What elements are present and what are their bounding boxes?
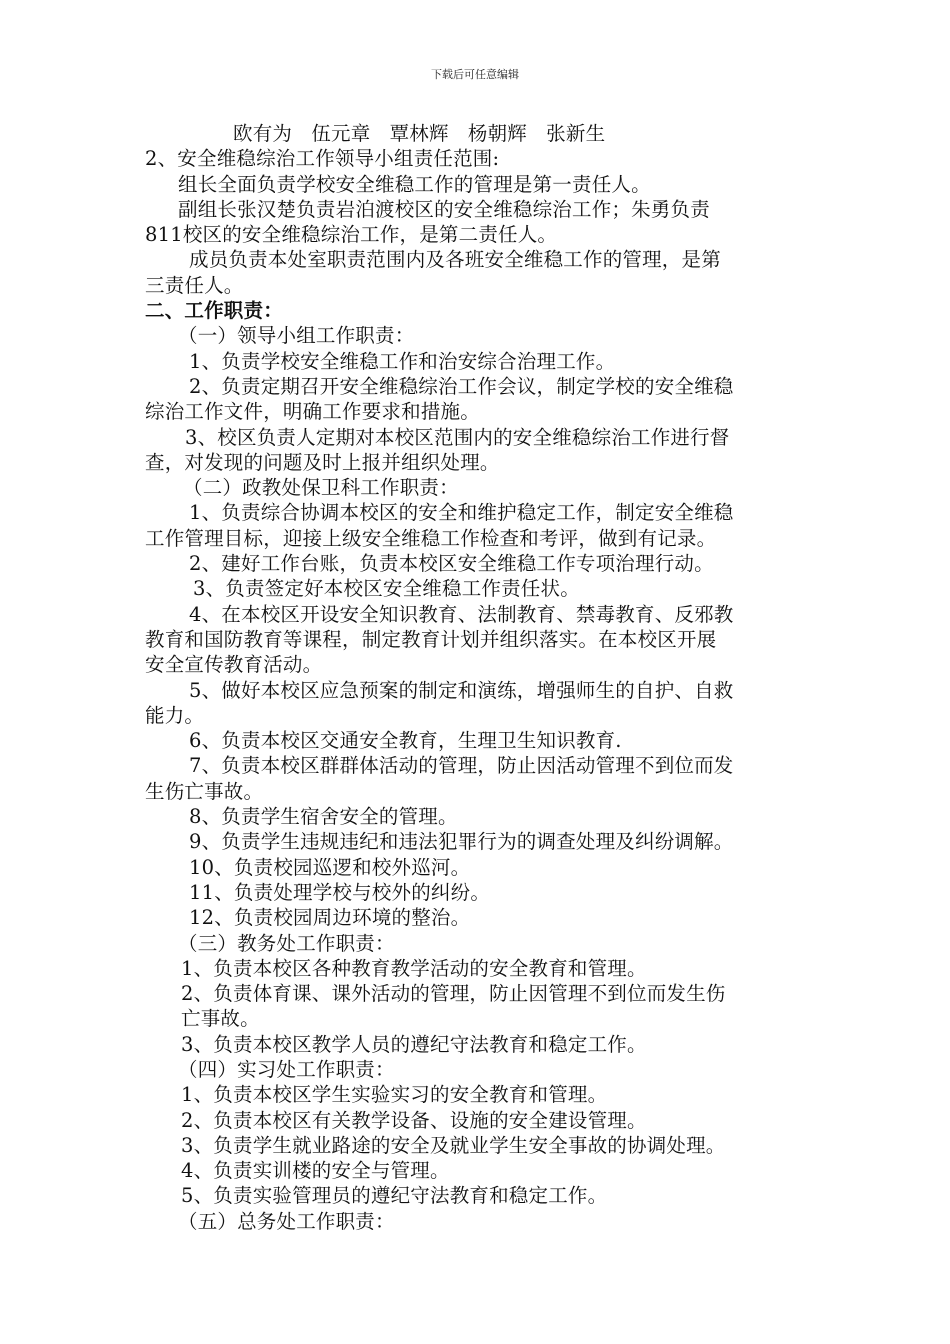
document-line: 成员负责本处室职责范围内及各班安全维稳工作的管理，是第 (189, 248, 721, 272)
document-line: 生伤亡事故。 (145, 779, 264, 803)
document-line: 亡事故。 (181, 1007, 260, 1031)
document-line: 7、负责本校区群群体活动的管理，防止因活动管理不到位而发 (189, 754, 734, 778)
document-line: 欧有为 伍元章 覃林辉 杨朝辉 张新生 (233, 122, 606, 145)
document-line: 1、负责本校区学生实验实习的安全教育和管理。 (181, 1083, 608, 1107)
document-line: 5、做好本校区应急预案的制定和演练，增强师生的自护、自救 (189, 678, 734, 702)
document-line: 1、负责学校安全维稳工作和治安综合治理工作。 (189, 349, 616, 373)
document-line: 8、负责学生宿舍安全的管理。 (189, 805, 458, 829)
document-line: （二）政教处保卫科工作职责： (183, 476, 459, 500)
document-line: 3、负责本校区教学人员的遵纪守法教育和稳定工作。 (181, 1032, 647, 1056)
document-line: 2、负责体育课、课外活动的管理，防止因管理不到位而发生伤 (181, 982, 726, 1006)
document-body (145, 121, 810, 1234)
document-line: 3、负责学生就业路途的安全及就业学生安全事故的协调处理。 (181, 1133, 726, 1157)
document-line: 11、负责处理学校与校外的纠纷。 (189, 880, 491, 904)
document-line: 1、负责综合协调本校区的安全和维护稳定工作，制定安全维稳 (189, 501, 734, 525)
document-line: 9、负责学生违规违纪和违法犯罪行为的调查处理及纠纷调解。 (189, 830, 734, 854)
document-line: 三责任人。 (145, 273, 244, 297)
document-line: （三）教务处工作职责： (178, 931, 395, 955)
document-line: 组长全面负责学校安全维稳工作的管理是第一责任人。 (178, 172, 651, 196)
document-line: （五）总务处工作职责： (178, 1209, 395, 1233)
document-line: 6、负责本校区交通安全教育，生理卫生知识教育. (189, 729, 622, 753)
document-line: 10、负责校园巡逻和校外巡河。 (189, 855, 471, 879)
document-line: 教育和国防教育等课程，制定教育计划并组织落实。在本校区开展 (145, 627, 717, 651)
document-line: 4、在本校区开设安全知识教育、法制教育、禁毒教育、反邪教 (189, 602, 734, 626)
document-line: 能力。 (145, 703, 205, 727)
document-line: 12、负责校园周边环境的整治。 (189, 906, 471, 930)
document-line: 3、负责签定好本校区安全维稳工作责任状。 (193, 577, 580, 601)
document-line: 副组长张汉楚负责岩泊渡校区的安全维稳综治工作；朱勇负责 (178, 197, 710, 221)
document-line: 2、负责本校区有关教学设备、设施的安全建设管理。 (181, 1108, 647, 1132)
document-line: 2、建好工作台账，负责本校区安全维稳工作专项治理行动。 (189, 552, 714, 576)
document-line: 811校区的安全维稳综治工作，是第二责任人。 (145, 223, 558, 247)
document-line: （四）实习处工作职责： (178, 1057, 395, 1081)
document-line: 3、校区负责人定期对本校区范围内的安全维稳综治工作进行督 (185, 425, 730, 449)
document-line: 2、安全维稳综治工作领导小组责任范围: (145, 147, 500, 171)
document-line: 5、负责实验管理员的遵纪守法教育和稳定工作。 (181, 1184, 608, 1208)
document-line: 综治工作文件，明确工作要求和措施。 (145, 400, 480, 424)
document-line: 查，对发现的问题及时上报并组织处理。 (145, 450, 500, 474)
download-note: 下载后可任意编辑 (431, 68, 519, 81)
document-line: 安全宣传教育活动。 (145, 653, 323, 677)
document-line: 2、负责定期召开安全维稳综治工作会议，制定学校的安全维稳 (189, 374, 734, 398)
document-line: 工作管理目标，迎接上级安全维稳工作检查和考评，做到有记录。 (145, 526, 717, 550)
document-line: 二、工作职责： (145, 299, 283, 323)
document-line: 4、负责实训楼的安全与管理。 (181, 1159, 450, 1183)
document-line: 1、负责本校区各种教育教学活动的安全教育和管理。 (181, 956, 647, 980)
document-line: （一）领导小组工作职责： (178, 324, 415, 348)
